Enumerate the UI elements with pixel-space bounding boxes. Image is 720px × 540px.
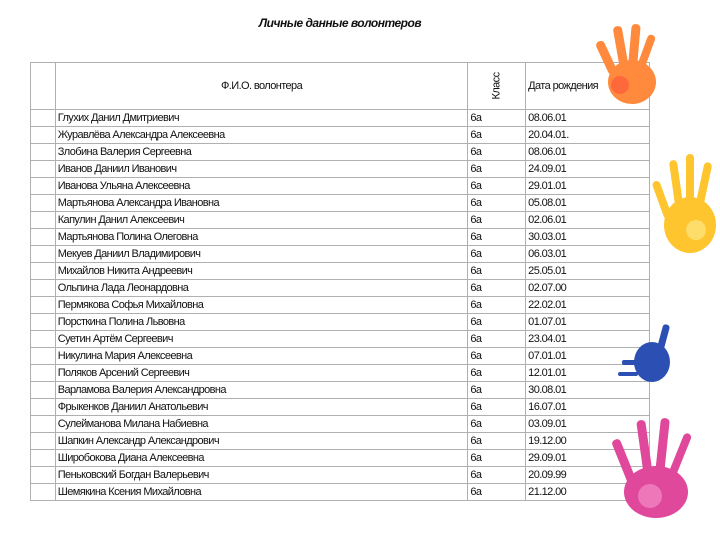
table-row — [31, 314, 650, 331]
pink-hand-icon — [606, 410, 706, 520]
volunteer-name-cell: Варламова Валерия Александровна — [55, 382, 468, 399]
class-cell: 6а — [468, 110, 526, 127]
volunteer-name-cell: Шемякина Ксения Михайловна — [55, 484, 468, 501]
birth-header: Дата рождения — [526, 63, 650, 110]
row-index-cell — [31, 331, 56, 348]
birth-date-cell: 30.08.01 — [526, 382, 650, 399]
table-row — [31, 161, 650, 178]
row-index-cell — [31, 212, 56, 229]
volunteers-table — [30, 62, 650, 501]
class-cell: 6а — [468, 144, 526, 161]
birth-date-cell: 29.09.01 — [526, 450, 650, 467]
birth-date-cell: 20.09.99 — [526, 467, 650, 484]
volunteer-name-cell: Капулин Данил Алексеевич — [55, 212, 468, 229]
class-cell: 6а — [468, 178, 526, 195]
birth-date-cell: 29.01.01 — [526, 178, 650, 195]
document-title: Личные данные волонтеров — [258, 16, 422, 30]
volunteer-name-cell: Михайлов Никита Андреевич — [55, 263, 468, 280]
row-index-cell — [31, 229, 56, 246]
table-row — [31, 127, 650, 144]
class-cell: 6а — [468, 127, 526, 144]
table-row — [31, 297, 650, 314]
volunteer-name-cell: Никулина Мария Алексеевна — [55, 348, 468, 365]
class-cell: 6а — [468, 433, 526, 450]
volunteer-name-cell: Мартьянова Полина Олеговна — [55, 229, 468, 246]
volunteer-name-cell: Мартьянова Александра Ивановна — [55, 195, 468, 212]
table-body — [31, 110, 650, 501]
volunteer-name-cell: Пермякова Софья Михайловна — [55, 297, 468, 314]
volunteer-name-cell: Пеньковский Богдан Валерьевич — [55, 467, 468, 484]
row-index-cell — [31, 297, 56, 314]
birth-date-cell: 02.07.00 — [526, 280, 650, 297]
table-row — [31, 365, 650, 382]
volunteer-name-cell: Суетин Артём Сергеевич — [55, 331, 468, 348]
row-index-cell — [31, 450, 56, 467]
table-row — [31, 229, 650, 246]
row-index-cell — [31, 365, 56, 382]
table-row — [31, 433, 650, 450]
table-row — [31, 280, 650, 297]
volunteer-name-cell: Ольпина Лада Леонардовна — [55, 280, 468, 297]
blue-hand-icon — [612, 320, 672, 390]
birth-date-cell: 23.04.01 — [526, 331, 650, 348]
class-cell: 6а — [468, 348, 526, 365]
class-cell: 6а — [468, 365, 526, 382]
table-row — [31, 484, 650, 501]
volunteer-name-cell: Журавлёва Александра Алексеевна — [55, 127, 468, 144]
birth-date-cell: 01.07.01 — [526, 314, 650, 331]
volunteer-name-cell: Иванова Ульяна Алексеевна — [55, 178, 468, 195]
birth-date-cell: 05.08.01 — [526, 195, 650, 212]
birth-date-cell: 06.03.01 — [526, 246, 650, 263]
yellow-hand-icon — [648, 150, 720, 260]
volunteer-name-cell: Шапкин Александр Александрович — [55, 433, 468, 450]
class-header — [468, 63, 526, 110]
volunteer-name-cell: Широбокова Диана Алексеевна — [55, 450, 468, 467]
class-cell: 6а — [468, 246, 526, 263]
row-index-cell — [31, 263, 56, 280]
class-cell: 6а — [468, 399, 526, 416]
class-cell: 6а — [468, 297, 526, 314]
table-row — [31, 246, 650, 263]
table-row — [31, 331, 650, 348]
row-index-cell — [31, 433, 56, 450]
volunteer-name-cell: Поляков Арсений Сергеевич — [55, 365, 468, 382]
birth-date-cell: 07.01.01 — [526, 348, 650, 365]
row-index-cell — [31, 314, 56, 331]
class-cell: 6а — [468, 314, 526, 331]
birth-date-cell: 02.06.01 — [526, 212, 650, 229]
volunteer-name-cell: Глухих Данил Дмитриевич — [55, 110, 468, 127]
table-row — [31, 144, 650, 161]
birth-date-cell: 24.09.01 — [526, 161, 650, 178]
birth-date-cell: 22.02.01 — [526, 297, 650, 314]
class-cell: 6а — [468, 484, 526, 501]
row-index-cell — [31, 416, 56, 433]
row-index-cell — [31, 127, 56, 144]
row-index-cell — [31, 195, 56, 212]
birth-date-cell: 08.06.01 — [526, 144, 650, 161]
row-index-cell — [31, 178, 56, 195]
row-index-cell — [31, 280, 56, 297]
birth-date-cell: 08.06.01 — [526, 110, 650, 127]
volunteer-name-cell: Мекуев Даниил Владимирович — [55, 246, 468, 263]
table-row — [31, 382, 650, 399]
row-index-cell — [31, 348, 56, 365]
birth-date-cell: 12.01.01 — [526, 365, 650, 382]
class-cell: 6а — [468, 212, 526, 229]
birth-date-cell: 25.05.01 — [526, 263, 650, 280]
class-cell: 6а — [468, 382, 526, 399]
table-row — [31, 110, 650, 127]
class-cell: 6а — [468, 416, 526, 433]
birth-date-cell: 21.12.00 — [526, 484, 650, 501]
name-header: Ф.И.О. волонтера — [55, 63, 468, 110]
birth-date-cell: 30.03.01 — [526, 229, 650, 246]
row-index-cell — [31, 144, 56, 161]
birth-date-cell: 16.07.01 — [526, 399, 650, 416]
class-header-label: Класс — [490, 72, 503, 100]
table-row — [31, 416, 650, 433]
class-cell: 6а — [468, 467, 526, 484]
birth-date-cell: 20.04.01. — [526, 127, 650, 144]
class-cell: 6а — [468, 280, 526, 297]
row-index-cell — [31, 467, 56, 484]
class-cell: 6а — [468, 331, 526, 348]
row-index-cell — [31, 399, 56, 416]
class-cell: 6а — [468, 450, 526, 467]
volunteer-name-cell: Злобина Валерия Сергеевна — [55, 144, 468, 161]
row-index-cell — [31, 246, 56, 263]
row-index-cell — [31, 484, 56, 501]
volunteer-name-cell: Иванов Даниил Иванович — [55, 161, 468, 178]
volunteer-name-cell: Фрыкенков Даниил Анатольевич — [55, 399, 468, 416]
class-cell: 6а — [468, 229, 526, 246]
row-index-cell — [31, 161, 56, 178]
class-cell: 6а — [468, 161, 526, 178]
class-cell: 6а — [468, 195, 526, 212]
orange-hand-icon — [590, 20, 660, 110]
table-row — [31, 195, 650, 212]
row-index-cell — [31, 382, 56, 399]
row-index-cell — [31, 110, 56, 127]
volunteer-name-cell: Сулейманова Милана Набиевна — [55, 416, 468, 433]
table-row — [31, 263, 650, 280]
table-row — [31, 399, 650, 416]
table-row — [31, 212, 650, 229]
class-cell: 6а — [468, 263, 526, 280]
table-header-row — [31, 63, 650, 110]
volunteer-name-cell: Порсткина Полина Львовна — [55, 314, 468, 331]
birth-date-cell: 03.09.01 — [526, 416, 650, 433]
table-row — [31, 178, 650, 195]
birth-date-cell: 19.12.00 — [526, 433, 650, 450]
table-row — [31, 450, 650, 467]
index-header — [31, 63, 56, 110]
table-row — [31, 467, 650, 484]
table-row — [31, 348, 650, 365]
